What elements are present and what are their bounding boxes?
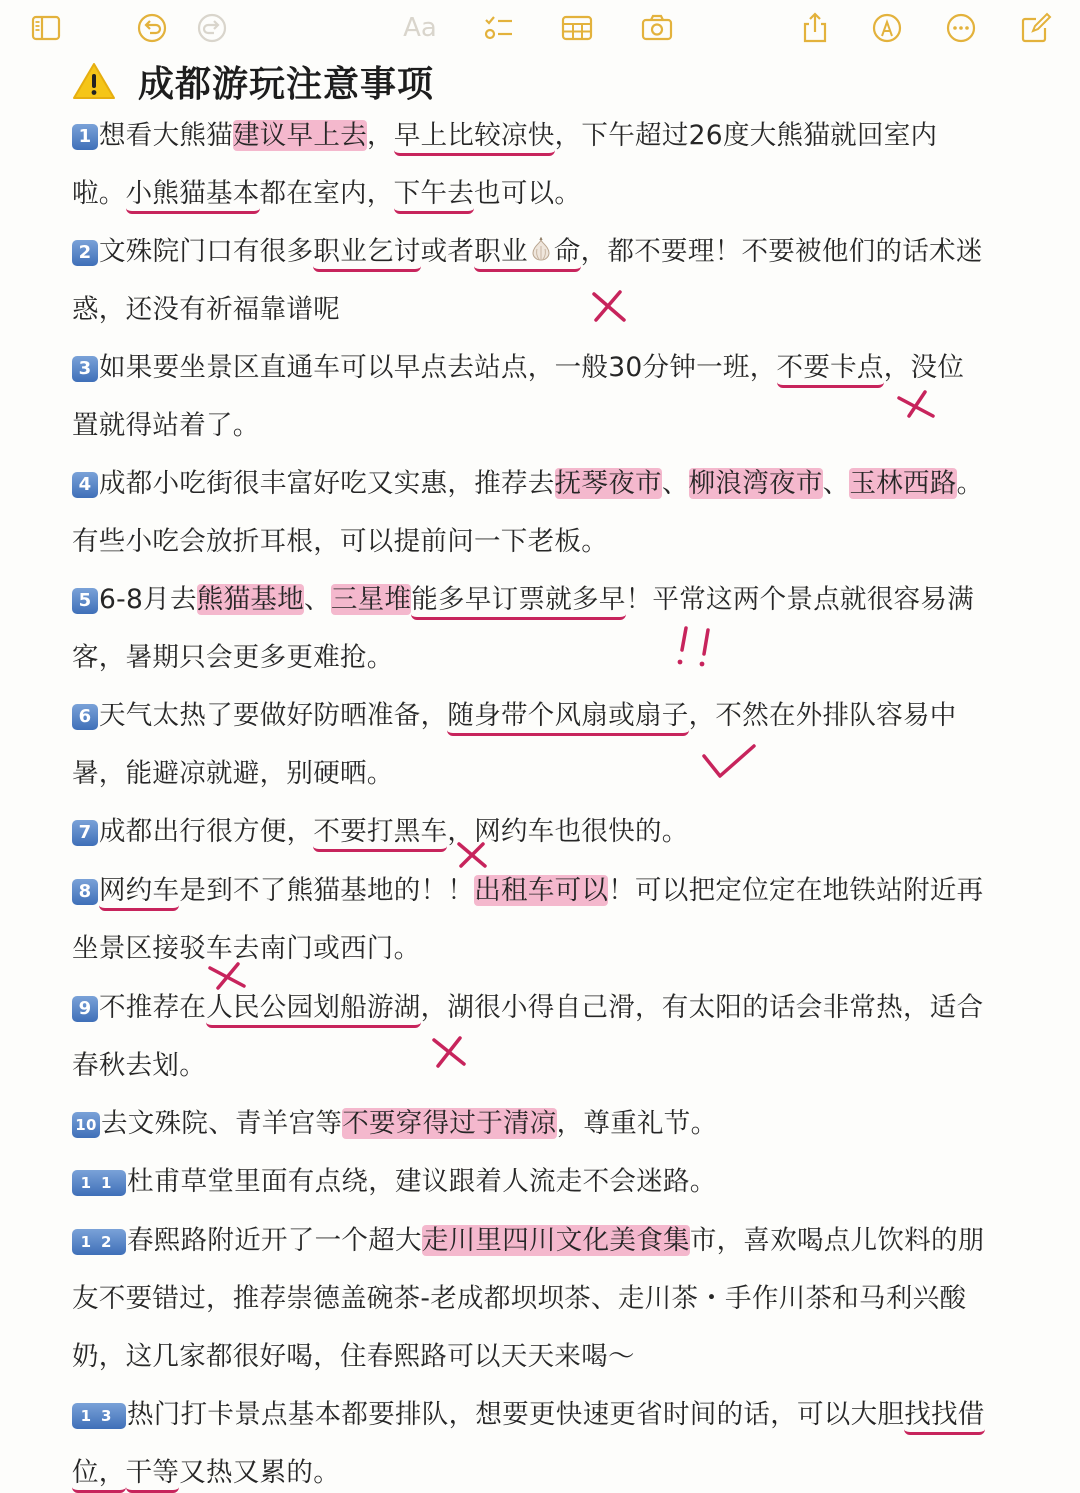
- sidebar-toggle-icon[interactable]: [26, 10, 66, 46]
- keycap-number-badge: 6: [72, 704, 98, 730]
- keycap-number-badge: 2: [72, 240, 98, 266]
- underline: 能多早订票就多早: [411, 584, 625, 620]
- item-5-line-1[interactable]: 5 6-8月去熊猫基地、三星堆能多早订票就多早！平常这两个景点就很容易满: [72, 582, 974, 618]
- highlight: 三星堆: [330, 584, 412, 615]
- table-icon[interactable]: [557, 10, 597, 46]
- item-3-line-1[interactable]: 3 如果要坐景区直通车可以早点去站点，一般30分钟一班，不要卡点，没位: [72, 350, 964, 386]
- markup-pen-icon[interactable]: [867, 10, 907, 46]
- share-icon[interactable]: [795, 10, 835, 46]
- item-13-line-1[interactable]: 13 热门打卡景点基本都要排队，想要更快速更省时间的话，可以大胆找找借: [72, 1397, 985, 1433]
- item-6-line-1[interactable]: 6 天气太热了要做好防晒准备，随身带个风扇或扇子，不然在外排队容易中: [72, 698, 957, 734]
- keycap-number-badge: 12: [72, 1229, 126, 1255]
- item-9-line-1[interactable]: 9 不推荐在人民公园划船游湖，湖很小得自己滑，有太阳的话会非常热，适合: [72, 990, 983, 1026]
- item-11-line-1[interactable]: 11 杜甫草堂里面有点绕，建议跟着人流走不会迷路。: [72, 1164, 717, 1200]
- underline: 干等: [126, 1457, 180, 1493]
- underline: 网约车: [99, 875, 179, 911]
- ink-cross-mark: [430, 1034, 470, 1074]
- highlight: 熊猫基地: [196, 584, 304, 615]
- ink-cross-mark: [590, 290, 630, 328]
- highlight: 不要穿得过于清凉: [342, 1108, 557, 1139]
- ink-check-mark: [700, 742, 760, 786]
- item-4-line-2[interactable]: 有些小吃会放折耳根，可以提前问一下老板。: [72, 526, 608, 557]
- highlight: 玉林西路: [849, 468, 957, 499]
- keycap-number-badge: 5: [72, 588, 98, 614]
- highlight: 柳浪湾夜市: [688, 468, 823, 499]
- text-format-icon[interactable]: Aa: [403, 13, 437, 43]
- underline: 不要打黑车: [313, 816, 447, 852]
- keycap-number-badge: 4: [72, 472, 98, 498]
- item-8-line-2[interactable]: 坐景区接驳车去南门或西门。: [72, 933, 421, 964]
- underline: 找找借: [904, 1399, 984, 1435]
- checklist-icon[interactable]: [478, 10, 518, 46]
- item-4-line-1[interactable]: 4 成都小吃街很丰富好吃又实惠，推荐去抚琴夜市、柳浪湾夜市、玉林西路。: [72, 466, 983, 502]
- camera-icon[interactable]: [637, 10, 677, 46]
- keycap-number-badge: 10: [72, 1112, 100, 1138]
- keycap-number-badge: 9: [72, 996, 98, 1022]
- underline: 人民公园划船游湖: [206, 992, 420, 1028]
- underline: 下午去: [394, 178, 474, 214]
- keycap-number-badge: 1: [72, 124, 98, 150]
- garlic-emoji-icon: [528, 237, 554, 263]
- item-6-line-2[interactable]: 暑，能避凉就避，别硬晒。: [72, 758, 394, 789]
- underline: 小熊猫基本: [126, 178, 260, 214]
- keycap-number-badge: 7: [72, 820, 98, 846]
- underline: 位，: [72, 1457, 126, 1493]
- item-13-line-2[interactable]: 位，干等又热又累的。: [72, 1455, 340, 1491]
- keycap-number-badge: 3: [72, 356, 98, 382]
- item-1-line-2[interactable]: 啦。小熊猫基本都在室内，下午去也可以。: [72, 176, 581, 212]
- item-9-line-2[interactable]: 春秋去划。: [72, 1050, 206, 1081]
- item-5-line-2[interactable]: 客，暑期只会更多更难抢。: [72, 642, 394, 673]
- underline: 随身带个风扇或扇子: [447, 700, 688, 736]
- item-8-line-1[interactable]: 8 网约车是到不了熊猫基地的！！出租车可以！可以把定位定在地铁站附近再: [72, 873, 983, 909]
- item-12-line-1[interactable]: 12 春熙路附近开了一个超大走川里四川文化美食集市，喜欢喝点儿饮料的朋: [72, 1223, 985, 1259]
- keycap-number-badge: 11: [72, 1170, 126, 1196]
- note-title: 成都游玩注意事项: [138, 63, 435, 105]
- item-12-line-3[interactable]: 奶，这几家都很好喝，住春熙路可以天天来喝～: [72, 1341, 635, 1372]
- item-2-line-1[interactable]: 2 文殊院门口有很多职业乞讨或者职业 命，都不要理！不要被他们的话术迷: [72, 234, 983, 270]
- highlight: 建议早上去: [233, 120, 367, 151]
- ink-cross-mark: [895, 390, 939, 426]
- keycap-number-badge: 8: [72, 879, 98, 905]
- keycap-number-badge: 13: [72, 1403, 126, 1429]
- notes-toolbar: [0, 0, 1080, 58]
- more-icon[interactable]: [941, 10, 981, 46]
- item-1-line-1[interactable]: 1 想看大熊猫建议早上去，早上比较凉快，下午超过26度大熊猫就回室内: [72, 118, 937, 154]
- highlight: 出租车可以: [474, 875, 609, 906]
- highlight: 抚琴夜市: [554, 468, 662, 499]
- item-7-line-1[interactable]: 7 成都出行很方便，不要打黑车，网约车也很快的。: [72, 814, 689, 850]
- item-3-line-2[interactable]: 置就得站着了。: [72, 410, 260, 441]
- note-title-row: [72, 56, 434, 106]
- ink-exclamation-mark: [668, 624, 728, 672]
- highlight: 走川里四川文化美食集: [421, 1225, 690, 1256]
- compose-icon[interactable]: [1016, 10, 1056, 46]
- item-2-line-2[interactable]: 惑，还没有祈福靠谱呢: [72, 294, 340, 325]
- item-10-line-1[interactable]: 10 去文殊院、青羊宫等不要穿得过于清凉，尊重礼节。: [72, 1106, 717, 1142]
- underline: 早上比较凉快: [394, 120, 555, 156]
- warning-icon: [72, 61, 116, 101]
- underline: 职业乞讨: [313, 236, 420, 272]
- underline: 不要卡点: [777, 352, 884, 388]
- redo-icon[interactable]: [192, 10, 232, 46]
- item-12-line-2[interactable]: 友不要错过，推荐崇德盖碗茶-老成都坝坝茶、走川茶・手作川茶和马利兴酸: [72, 1283, 967, 1314]
- underline: 职业 命: [474, 236, 580, 272]
- undo-icon[interactable]: [132, 10, 172, 46]
